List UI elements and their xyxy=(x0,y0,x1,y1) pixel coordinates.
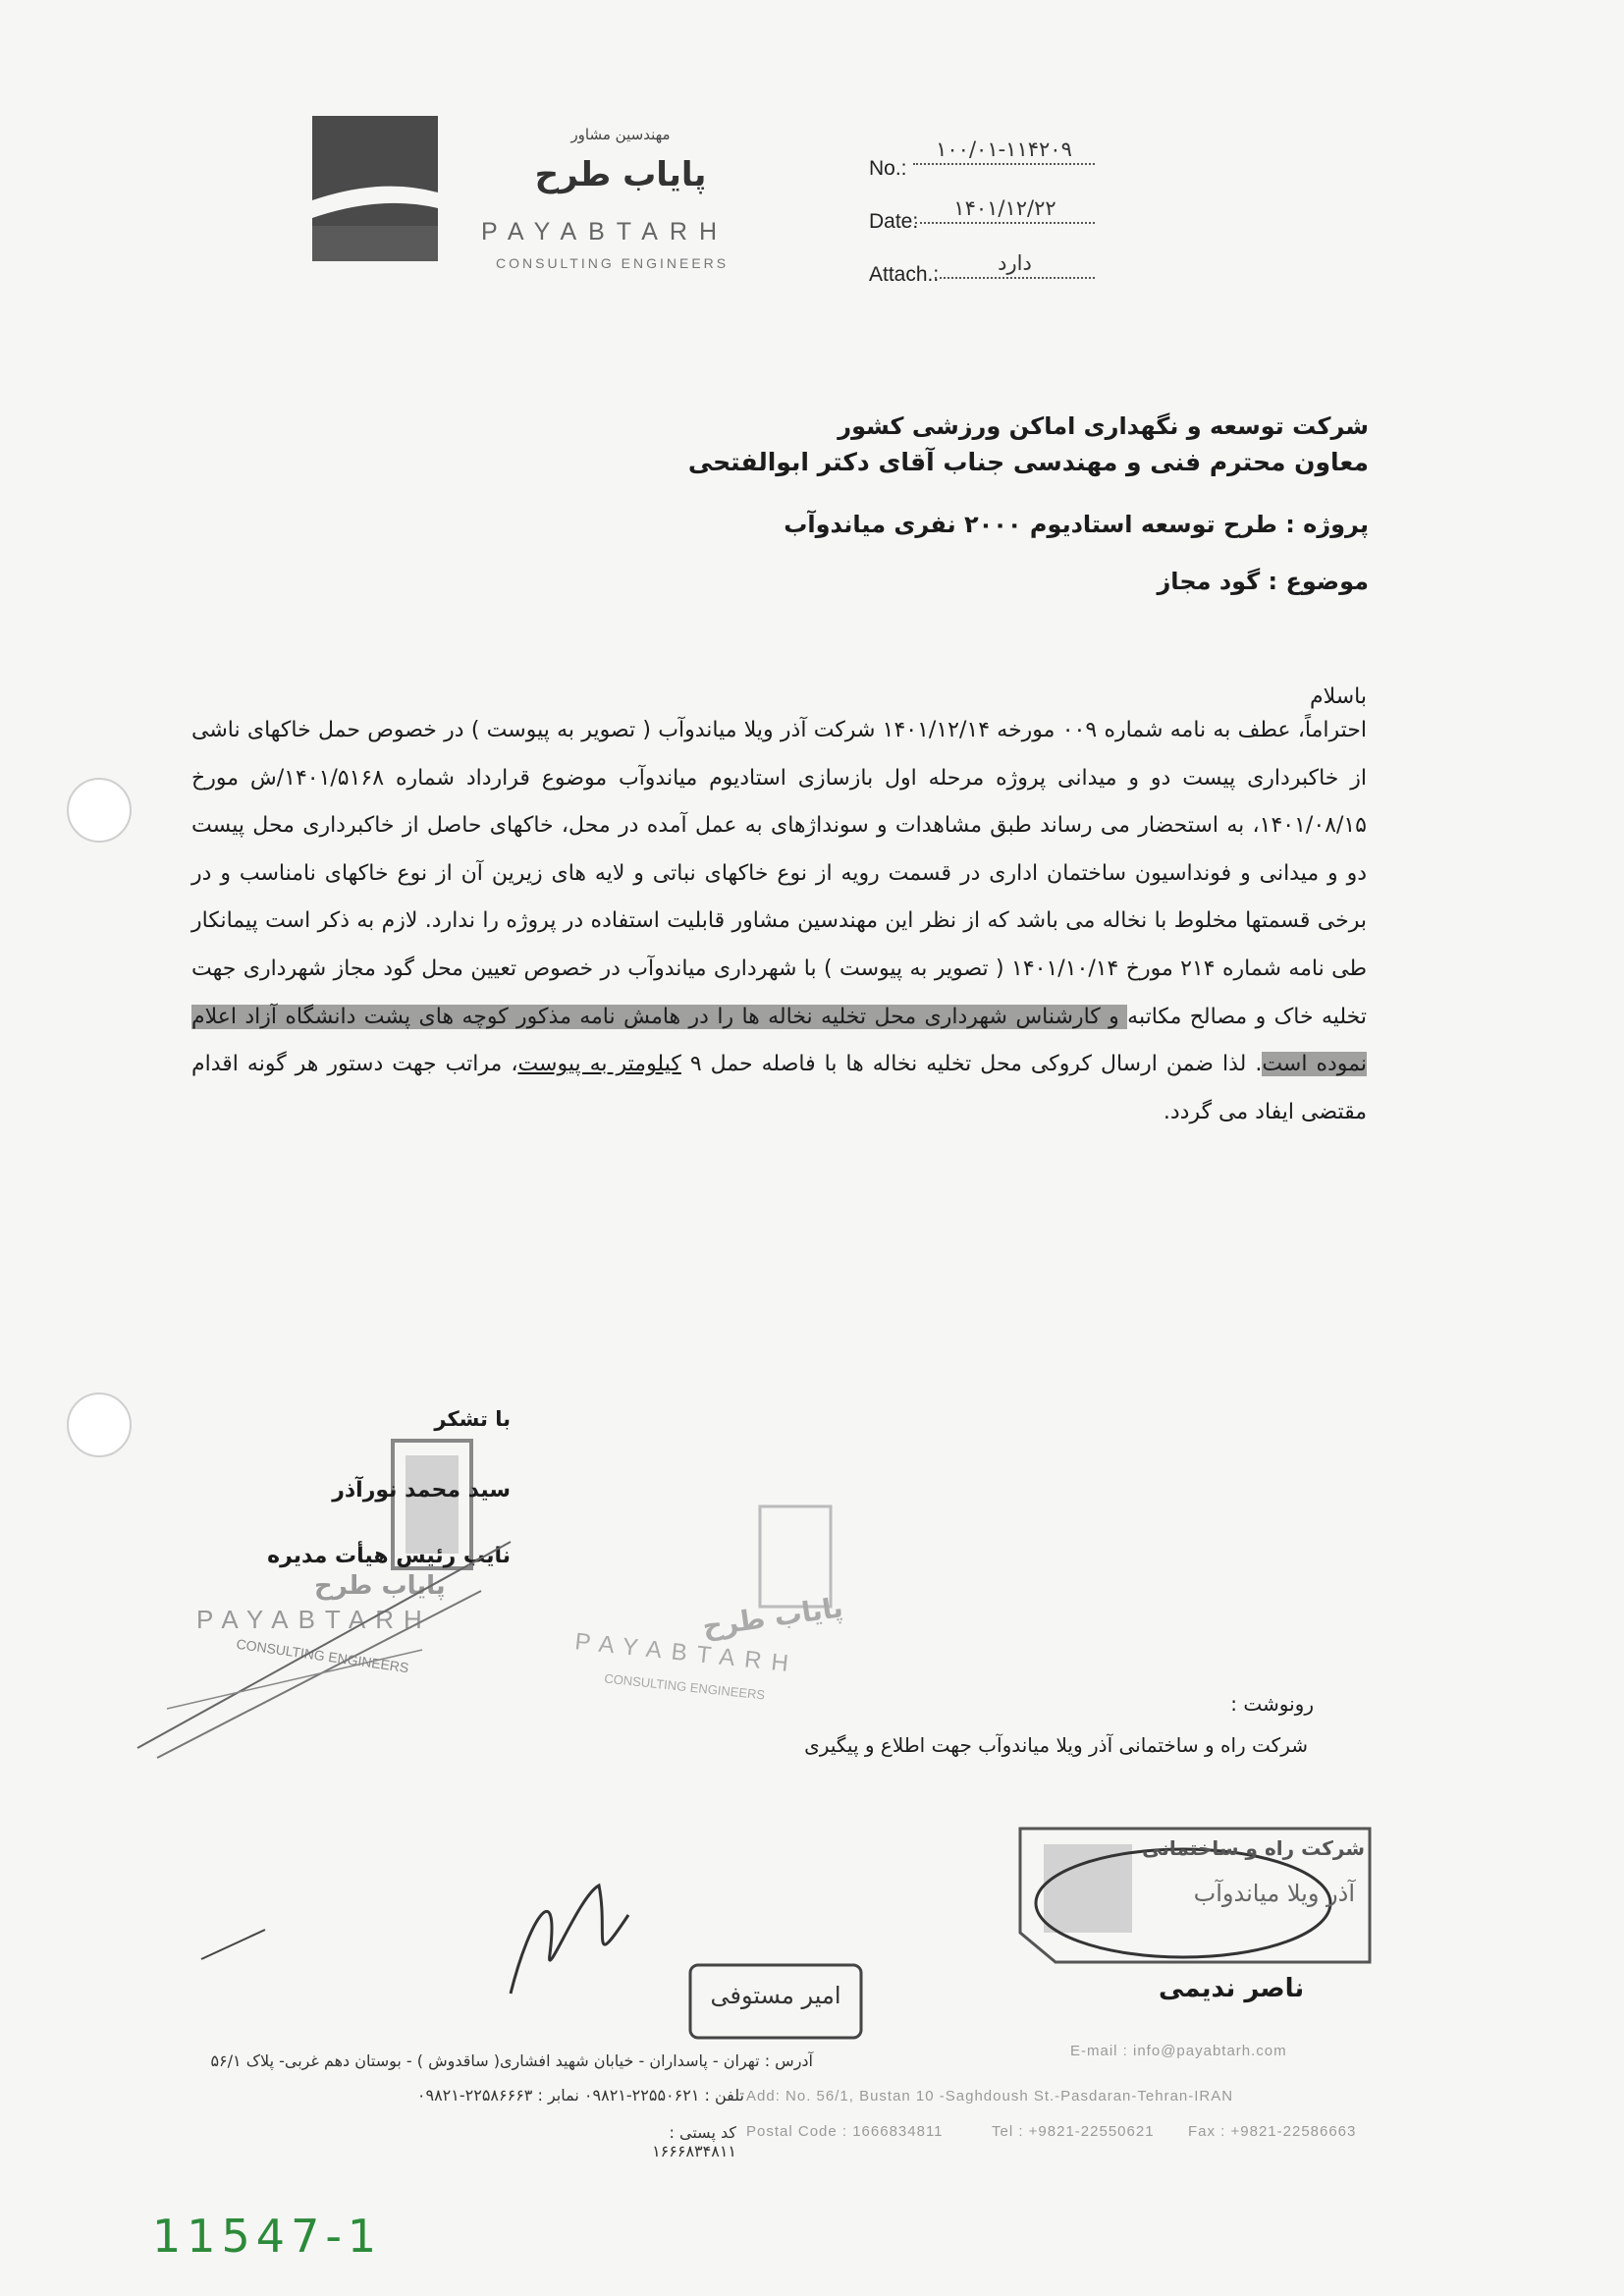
stamp-center-en: PAYABTARH xyxy=(573,1628,800,1678)
date-value: ۱۴۰۱/۱۲/۲۲ xyxy=(915,196,1095,224)
letter-number-value: ۱۰۰/۰۱-۱۱۴۲۰۹ xyxy=(913,137,1095,165)
footer-address-en: Add: No. 56/1, Bustan 10 -Saghdoush St.-Pasdaran-Tehran-IRAN xyxy=(746,2088,1234,2105)
footer-postal-en: Postal Code : 1666834811 xyxy=(746,2123,944,2140)
azar-vila-company-stamp xyxy=(1016,1825,1375,1967)
body-paragraph: احتراماً، عطف به نامه شماره ۰۰۹ مورخه ۱۴۰۱/۱۲/۱۴ شرکت آذر ویلا میاندوآب ( تصویر به پیوست ) در خصوص حمل خاکهای ناشی از خاکبرداری پیست دو و میدانی پروژه مرحله اول بازسازی استادیوم میاندوآب موضوع قرارداد شماره ۱۴۰۱/۵۱۶۸/ش مورخ ۱۴۰۱/۰۸/۱۵، به استحضار می رساند طبق مشاهدات و سونداژهای به عمل آمده در محل، خاکهای حاصل از خاکبرداری محل پیست دو و میدانی و فونداسیون ساختمان اداری در قسمت رویه از نوع خاکهای نباتی و لایه های زیرین آن از نوع خاکهای نامناسب و در برخی قسمتها مخلوط با نخاله می باشد که از نظر این مهندسین مشاور قابلیت استفاده در پروژه را ندارد. لازم به ذکر است پیمانکار طی نامه شماره ۲۱۴ مورخ ۱۴۰۱/۱۰/۱۴ ( تصویر به پیوست ) با شهرداری میاندوآب در خصوص تعیین محل گود مجاز شهرداری جهت تخلیه خاک و مصالح مکاتبه xyxy=(191,718,1368,1029)
signatory-title: نایب رئیس هیأت مدیره xyxy=(267,1544,511,1568)
date-label: Date: xyxy=(869,210,919,233)
logo-persian-subtitle: مهندسین مشاور xyxy=(570,126,671,143)
archive-number: 11547-1 xyxy=(152,2210,383,2263)
signature-scribble-center xyxy=(491,1856,648,2013)
box-stamp-text: امیر مستوفی xyxy=(710,1982,841,2009)
subject-line: موضوع : گود مجاز xyxy=(1157,568,1369,595)
payabtarh-stamp-center xyxy=(555,1503,859,1728)
recipient-person: معاون محترم فنی و مهندسی جناب آقای دکتر ابوالفتحی xyxy=(687,448,1369,476)
footer-email: E-mail : info@payabtarh.com xyxy=(1070,2043,1287,2059)
greeting: باسلام xyxy=(1309,684,1367,709)
signature-scribble-small xyxy=(196,1925,275,1964)
closing-thanks: با تشکر xyxy=(434,1407,511,1431)
footer-address-fa: آدرس : تهران - پاسداران - خیابان شهید افشاری( ساقدوش ) - بوستان دهم غربی- پلاک ۵۶/۱ xyxy=(210,2051,813,2070)
payabtarh-logo-mark xyxy=(312,116,438,261)
signature-scribble-left xyxy=(128,1532,540,1768)
signatory-name: سید محمد نورآذر xyxy=(332,1478,511,1503)
project-line: پروژه : طرح توسعه استادیوم ۲۰۰۰ نفری میاندوآب xyxy=(784,511,1369,538)
footer-postal-fa: کد پستی : ۱۶۶۶۸۳۴۸۱۱ xyxy=(652,2123,736,2160)
stamp-left-en: PAYABTARH xyxy=(196,1605,432,1634)
footer-tel-en: Tel : +9821-22550621 xyxy=(992,2123,1155,2140)
underlined-text: کیلومتر به پیوست xyxy=(517,1052,681,1077)
logo-english-subtitle: CONSULTING ENGINEERS xyxy=(496,255,730,271)
letter-body xyxy=(191,707,1367,1136)
amir-mostofi-stamp xyxy=(687,1962,864,2041)
recipient-company: شرکت توسعه و نگهداری اماکن ورزشی کشور xyxy=(838,412,1369,440)
logo-persian-name: پایاب طرح xyxy=(534,155,707,194)
cc-recipient: شرکت راه و ساختمانی آذر ویلا میاندوآب جهت اطلاع و پیگیری xyxy=(804,1733,1308,1757)
stamp-left-sub: CONSULTING ENGINEERS xyxy=(235,1635,410,1676)
company-stamp-line2: آذر ویلا میاندوآب xyxy=(1193,1880,1355,1907)
footer-fax-en: Fax : +9821-22586663 xyxy=(1188,2123,1357,2140)
stamp-center-fa: پایاب طرح xyxy=(700,1591,845,1643)
letter-number-label: No.: xyxy=(869,157,907,180)
stamp-left-fa: پایاب طرح xyxy=(314,1571,446,1601)
body-paragraph-end: ، مراتب جهت دستور هر گونه اقدام مقتضی ایفاد می گردد. xyxy=(191,1052,1367,1124)
body-paragraph-continued: . لذا ضمن ارسال کروکی محل تخلیه نخاله ها با فاصله حمل ۹ xyxy=(680,1052,1263,1077)
handwritten-name: ناصر ندیمی xyxy=(1159,1974,1305,2003)
footer-phone-fa: تلفن : ۲۲۵۵۰۶۲۱-۰۹۸۲۱ نمابر : ۲۲۵۸۶۶۶۳-۰۹۸۲۱ xyxy=(416,2086,744,2105)
logo-english-name: PAYABTARH xyxy=(481,218,730,246)
punch-hole-bottom xyxy=(67,1393,132,1457)
punch-hole-top xyxy=(67,778,132,843)
attachment-label: Attach.: xyxy=(869,263,940,286)
company-stamp-line1: شرکت راه و ساختمانی xyxy=(1142,1836,1365,1860)
stamp-center-sub: CONSULTING ENGINEERS xyxy=(603,1670,766,1703)
attachment-value: دارد xyxy=(935,251,1095,279)
highlighted-text: و کارشناس شهرداری محل تخلیه نخاله ها را در هامش نامه مذکور کوچه های پشت دانشگاه آزاد اعلام نموده است xyxy=(191,1004,1368,1077)
cc-label: رونوشت : xyxy=(1230,1692,1314,1716)
